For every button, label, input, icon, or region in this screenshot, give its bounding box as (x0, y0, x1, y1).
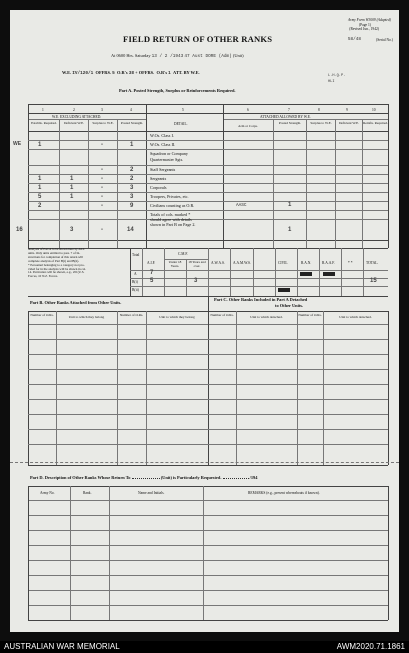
at-prefix: At 0600 Hrs. Saturday (111, 53, 151, 58)
plus-sign: + (135, 70, 138, 75)
troopers-arm: AASC (236, 203, 247, 208)
entry-r5-c3: - (101, 176, 103, 182)
at-date: 13 / 2 /1943 (151, 54, 184, 59)
offrs-value: 5 (112, 71, 115, 76)
analysis-line-3: complete analysis of Part B(i) and B(ii). (28, 258, 80, 263)
we-value: IV/120/1 (72, 71, 94, 76)
entry-r7-c3: - (101, 194, 103, 200)
form-sheet (10, 10, 399, 632)
entry-r7-c4: 3 (130, 194, 134, 200)
detail-row-8: Civilians counting as O.R. (150, 203, 195, 208)
analysis-cmf: C.M.F. (178, 252, 188, 256)
detail-row-6: Corporals (150, 185, 167, 190)
entry-r4-c3: - (101, 167, 103, 173)
stamp-mark: L.H.Q.P. (328, 74, 346, 78)
part-b-col-3: Unit to which they belong (159, 315, 195, 319)
analysis-ran: R.A.N. (301, 261, 312, 265)
entry-r7-c1: 5 (38, 194, 42, 200)
col-num-3: 3 (101, 108, 103, 112)
entry-r1-c1: 1 (38, 142, 42, 148)
part-b-col-2: Number of O.Rs. (119, 313, 144, 317)
analysis-bi-aif: 5 (150, 278, 154, 284)
part-c-col-2: Number of O.Rs. (298, 313, 322, 317)
part-c-col-3: Unit to which detached. (339, 315, 372, 319)
side-stamp: WE (13, 141, 22, 147)
entry-r4-c4: 2 (130, 167, 134, 173)
entry-r6-c4: 3 (130, 185, 134, 191)
analysis-under18: Under 18 Years. (168, 260, 182, 268)
col-header-4: Posted Strength. (120, 121, 144, 125)
totals-label-1: should agree with details (150, 217, 192, 222)
analysis-row-bi: B(i) (132, 280, 138, 284)
at-unit: 47 Aust DORE (Adm) (184, 54, 232, 59)
part-d-unit: (Unit) is Particularly Requested. (160, 475, 222, 480)
form-ref-serial: (Serial No.) (376, 38, 393, 42)
or-value: 38 (128, 71, 134, 76)
total-c3: - (101, 227, 103, 233)
col-num-10: 10 (372, 108, 376, 112)
offrs-label: OFFRS. (95, 70, 112, 75)
total-c7: 1 (288, 227, 292, 233)
part-c-col-0: Number of O.Rs. (210, 313, 234, 317)
analysis-line-1: units. Only units entitled to para. 7 of In- (28, 250, 81, 255)
col-num-8: 8 (318, 108, 320, 112)
totals-label-2: shown in Part B on Page 2. (150, 222, 196, 227)
col-num-5: 5 (182, 108, 184, 112)
footer-institution: AUSTRALIAN WAR MEMORIAL (4, 642, 120, 651)
part-d-col-name: Name and Initials. (138, 491, 165, 495)
part-d-unit-blank (132, 478, 160, 479)
part-d-col-army: Army No. (40, 491, 55, 495)
entry-r5-c2: 1 (70, 176, 74, 182)
analysis-line-4: * Personnel belonging to a category not pro- (28, 262, 85, 267)
col-header-3: Surplus to W.E. (92, 121, 114, 125)
analysis-line-6: 14. Particulars will be shown, e.g., 2D (U.S. (28, 270, 85, 275)
entry-r1-c4: 1 (130, 142, 134, 148)
col-header-6: Arm or Corps. (238, 124, 258, 128)
entry-r1-c3: - (101, 142, 103, 148)
col-header-2: Deficient W.E. (63, 121, 85, 125)
detail-row-5: Sergeants (150, 176, 167, 181)
form-ref-line1: Army Form W3009 (Adapted) (347, 18, 391, 22)
analysis-awas: A.W.A.S. (211, 261, 225, 265)
entry-r7-c2: 1 (70, 194, 74, 200)
analysis-row-bii: B(ii) (132, 288, 139, 292)
entry-r6-c2: 1 (70, 185, 74, 191)
part-d-col-remarks: REMARKS (e.g., present whereabouts if known). (248, 491, 320, 495)
analysis-a-aif: 7 (150, 270, 154, 276)
or-label: O.R's (116, 70, 128, 75)
col-header-1: Establis. Required. (31, 121, 57, 125)
troopers-posted: 1 (288, 202, 292, 208)
redaction-mark (300, 272, 312, 276)
analysis-total: Total (132, 253, 140, 257)
footer-bar (0, 641, 409, 653)
col-num-9: 9 (346, 108, 348, 112)
part-d-date: /194 (249, 475, 258, 480)
or2-label: O.R's (156, 70, 168, 75)
analysis-grand-total: TOTAL. (366, 261, 379, 265)
totals-label-0: Totals of cols. marked * (150, 212, 191, 217)
analysis-line-0: Analysis of Part A to be shown here by ALL (28, 247, 85, 251)
at-unit-label: (Unit) (232, 53, 244, 58)
part-c-col-1: Unit to which detached. (250, 315, 283, 319)
footer-accession: AWM2020.71.1861 (336, 642, 405, 651)
part-c-title2: to Other Units. (275, 303, 304, 308)
entry-r5-c4: 2 (130, 176, 134, 182)
total-c2: 3 (70, 227, 74, 233)
form-ref-line2: (Page 1) (358, 23, 371, 27)
analysis-line-5: vided for in the analysis will be shown in col. (28, 266, 87, 271)
analysis-civil: CIVIL (278, 261, 288, 265)
offrs2-label: OFFRS. (138, 70, 155, 75)
part-c-title: Part C. Other Ranks Included in Part A Detached (214, 297, 308, 302)
analysis-line-2: structions for completion of this return will (28, 254, 84, 259)
stamp-mark-2: HLI (328, 80, 335, 84)
entry-r8-c1: 2 (38, 203, 42, 209)
analysis-row-a: A (134, 272, 137, 276)
analysis-raaf: R.A.A.F. (322, 261, 335, 265)
form-ref-line3: (Revised Jun., 1942) (349, 27, 379, 31)
at-line (111, 53, 244, 59)
analysis-bi-total: 15 (370, 278, 377, 284)
group-header-right: ATTACHED ALLOWED BY W.E. (260, 115, 311, 119)
detail-row-0: W.Os. Class I. (150, 133, 174, 138)
total-c1: 16 (16, 227, 23, 233)
entry-r6-c1: 1 (38, 185, 42, 191)
part-b-col-1: Unit to which they belong (68, 315, 105, 319)
detail-row-2: Squadron or Company (150, 151, 188, 156)
we-label: W.E. (62, 70, 72, 75)
analysis-star: * * (348, 261, 353, 265)
analysis-line-7: Forces, 10 N.Z. Forces. (28, 274, 59, 279)
group-header-detail: DETAIL. (174, 122, 188, 126)
col-header-7: Posted Strength. (278, 121, 302, 125)
entry-r8-c3: - (101, 203, 103, 209)
redaction-mark (278, 288, 290, 292)
detail-row-3: Quartermaster Sgts. (150, 157, 184, 162)
col-header-10: Reinfts. Required. (363, 121, 388, 125)
page-title: FIELD RETURN OF OTHER RANKS (123, 34, 273, 44)
att-label: ATT. BY W.E. (173, 70, 200, 75)
analysis-text (28, 248, 128, 279)
we-line (62, 70, 200, 76)
detail-row-1: W.Os. Class II. (150, 142, 176, 147)
entry-r6-c3: - (101, 185, 103, 191)
part-d-date-blank (223, 478, 249, 479)
col-num-2: 2 (73, 108, 75, 112)
serial-value: 58/48 (347, 37, 361, 42)
part-d-col-rank: Rank. (83, 491, 92, 495)
part-b-col-0: Number of O.Rs. (30, 313, 54, 317)
part-d-title-text: Part D. Description of Other Ranks Whose Return To (30, 475, 131, 480)
col-header-8: Surplus to W.E. (310, 121, 332, 125)
col-num-6: 6 (247, 108, 249, 112)
part-a-title: Part A. Posted Strength, Surplus or Reinforcements Required. (119, 88, 236, 93)
analysis-over18: 18 Years and over. (188, 260, 206, 268)
col-num-1: 1 (42, 108, 44, 112)
col-header-9: Deficient W.E. (338, 121, 360, 125)
or2-value: 1 (168, 71, 171, 76)
analysis-aif: A.I.F. (147, 261, 156, 265)
col-num-4: 4 (130, 108, 132, 112)
analysis-aamws: A.A.M.W.S. (233, 261, 251, 265)
col-num-7: 7 (288, 108, 290, 112)
entry-r8-c4: 9 (130, 203, 134, 209)
group-header-left: W.E. EXCLUDING ATTACHED. (52, 115, 102, 119)
part-b-title: Part B. Other Ranks Attached from Other Units. (30, 300, 122, 305)
part-d-title (30, 475, 257, 480)
total-c4: 14 (127, 227, 134, 233)
entry-r5-c1: 1 (38, 176, 42, 182)
detail-row-4: Staff Sergeants (150, 167, 176, 172)
redaction-mark (323, 272, 335, 276)
detail-row-7: Troopers, Privates, etc. (150, 194, 189, 199)
analysis-bi-over18: 3 (194, 278, 198, 284)
